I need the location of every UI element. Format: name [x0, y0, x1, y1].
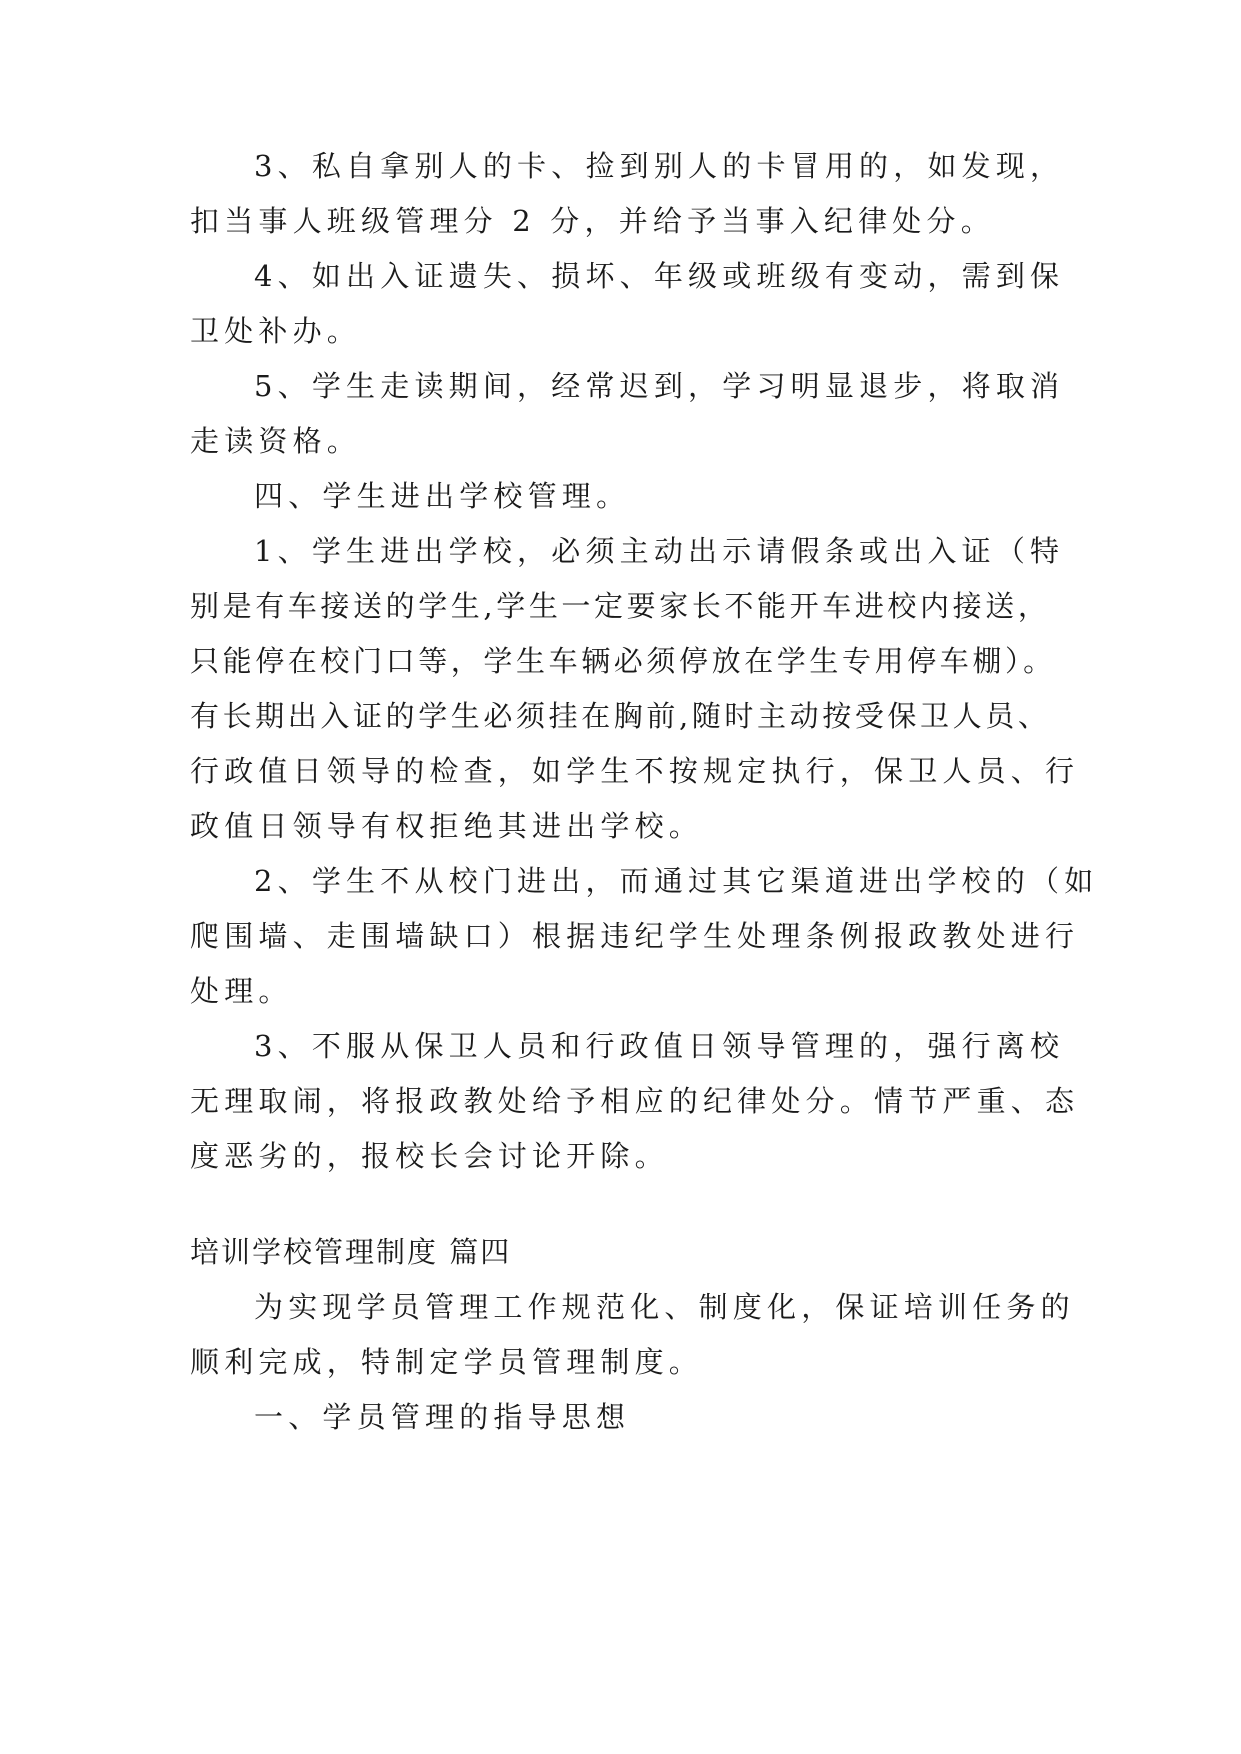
paragraph-line: 行政值日领导的检查，如学生不按规定执行，保卫人员、行 — [190, 754, 1080, 788]
paragraph-line: 1、学生进出学校，必须主动出示请假条或出入证（特 — [254, 534, 1065, 568]
section-heading: 一、学员管理的指导思想 — [254, 1400, 631, 1434]
paragraph-line: 只能停在校门口等，学生车辆必须停放在学生专用停车棚）。 — [190, 644, 1056, 678]
paragraph-line: 顺利完成，特制定学员管理制度。 — [190, 1345, 704, 1379]
paragraph-line: 2、学生不从校门进出，而通过其它渠道进出学校的（如 — [254, 864, 1099, 898]
paragraph-line: 处理。 — [190, 974, 293, 1008]
paragraph-line: 有长期出入证的学生必须挂在胸前,随时主动按受保卫人员、 — [190, 699, 1051, 733]
paragraph-line: 度恶劣的，报校长会讨论开除。 — [190, 1139, 669, 1173]
paragraph-line: 别是有车接送的学生,学生一定要家长不能开车进校内接送， — [190, 589, 1051, 623]
article-title: 培训学校管理制度 篇四 — [190, 1235, 512, 1269]
paragraph-line: 为实现学员管理工作规范化、制度化，保证培训任务的 — [254, 1290, 1075, 1324]
paragraph-line: 3、私自拿别人的卡、捡到别人的卡冒用的，如发现， — [254, 149, 1065, 183]
paragraph-line: 爬围墙、走围墙缺口）根据违纪学生处理条例报政教处进行 — [190, 919, 1080, 953]
paragraph-line: 走读资格。 — [190, 424, 362, 458]
paragraph-line: 无理取闹，将报政教处给予相应的纪律处分。情节严重、态 — [190, 1084, 1080, 1118]
paragraph-line: 卫处补办。 — [190, 314, 362, 348]
paragraph-line: 政值日领导有权拒绝其进出学校。 — [190, 809, 704, 843]
paragraph-line: 4、如出入证遗失、损坏、年级或班级有变动，需到保 — [254, 259, 1065, 293]
paragraph-line: 扣当事人班级管理分 2 分，并给予当事入纪律处分。 — [190, 204, 995, 238]
section-heading: 四、学生进出学校管理。 — [254, 479, 631, 513]
paragraph-line: 3、不服从保卫人员和行政值日领导管理的，强行离校 — [254, 1029, 1065, 1063]
paragraph-line: 5、学生走读期间，经常迟到，学习明显退步，将取消 — [254, 369, 1065, 403]
